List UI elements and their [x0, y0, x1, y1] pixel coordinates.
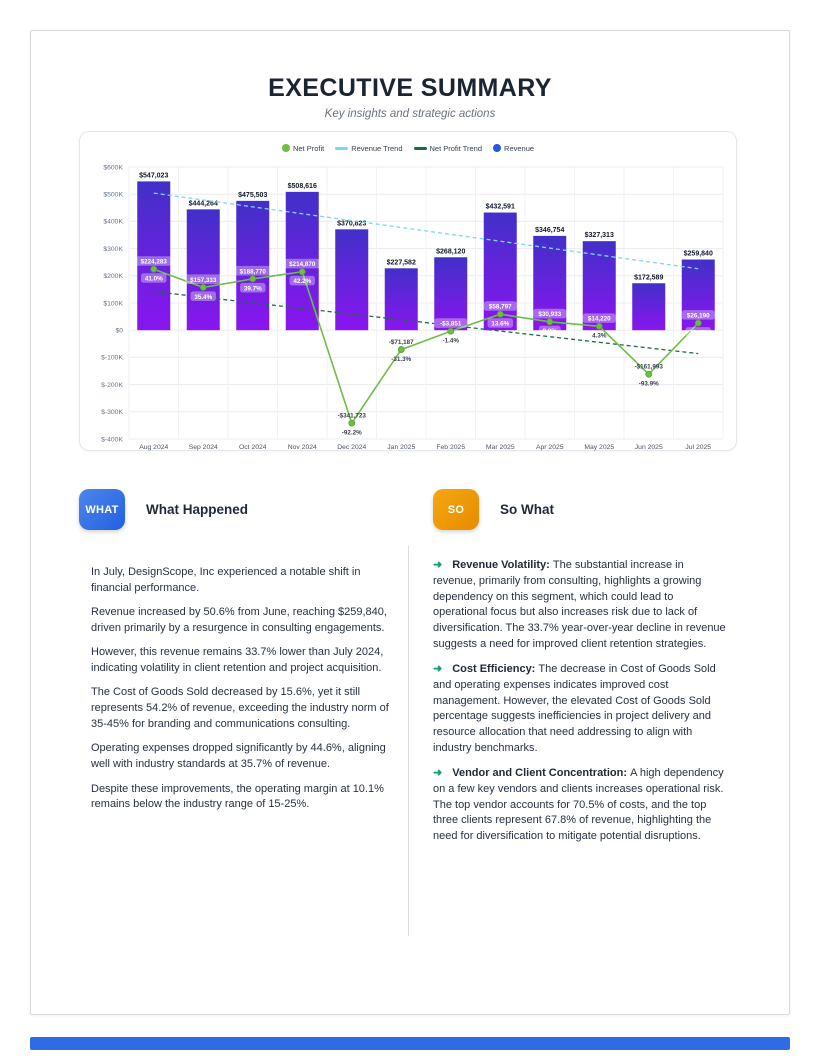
y-axis-tick: $500K [103, 191, 123, 199]
insight-bullet [433, 662, 729, 757]
net-profit-point [349, 420, 355, 426]
y-axis-tick: $300K [103, 245, 123, 253]
x-axis-label: Jul 2025 [685, 444, 712, 451]
y-axis-tick: $-300K [101, 409, 123, 417]
x-axis-label: Jun 2025 [634, 444, 663, 451]
x-axis-label: Nov 2024 [287, 444, 317, 451]
what-happened-section [79, 489, 397, 822]
x-axis-label: Jan 2025 [387, 444, 416, 451]
revenue-bar-label: $475,503 [238, 191, 268, 199]
y-axis-tick: $100K [103, 300, 123, 308]
summary-paragraph: In July, DesignScope, Inc experienced a notable shift in financial performance. [91, 566, 361, 594]
x-axis-label: Aug 2024 [139, 444, 169, 451]
legend-label: Net Profit Trend [429, 143, 483, 153]
x-axis-label: Sep 2024 [188, 444, 218, 451]
legend-item [414, 144, 483, 153]
summary-paragraph: Despite these improvements, the operating margin at 10.1% remains below the industry range of 15-25%. [91, 782, 384, 811]
revenue-bar [236, 201, 269, 330]
chart-legend [80, 141, 736, 155]
legend-dot-swatch [493, 144, 501, 152]
net-profit-point [398, 347, 404, 353]
x-axis-label: Mar 2025 [485, 444, 515, 451]
bullet-title: Vendor and Client Concentration: [452, 766, 631, 779]
net-profit-label: -$71,187 [388, 338, 414, 346]
revenue-bar [187, 209, 220, 330]
net-profit-label: 10.1% [689, 329, 708, 337]
net-profit-label: 39.7% [243, 285, 262, 293]
y-axis-tick: $400K [103, 218, 123, 226]
net-profit-label: -31.3% [391, 355, 412, 363]
net-profit-label: 8.9% [542, 328, 557, 336]
bullet-text: A high dependency on a few key vendors and clients increases operational risk. The top vendor accounts for 70.5% of costs, and the top three clients represent 67.8% of revenue, highlighting the need for diversification to mitigate potential disruptions. [433, 766, 724, 843]
bullet-title: Cost Efficiency: [452, 662, 539, 675]
page-title: EXECUTIVE SUMMARY [268, 74, 552, 102]
legend-label: Net Profit [292, 143, 325, 153]
what-happened-header [79, 489, 397, 530]
net-profit-label: $224,283 [140, 258, 167, 266]
so-what-heading: So What [500, 502, 554, 517]
insight-bullet [433, 766, 729, 845]
summary-paragraph: However, this revenue remains 33.7% lower than July 2024, indicating volatility in client retention and project acquisition. [91, 646, 384, 675]
net-profit-label: -1.4% [442, 337, 459, 345]
report-page [30, 30, 790, 1015]
summary-paragraph: Revenue increased by 50.6% from June, reaching $259,840, driven primarily by a resurgence in consulting engagements. [91, 606, 387, 634]
legend-line-swatch [414, 147, 427, 150]
revenue-bar-label: $172,589 [634, 274, 664, 282]
legend-item [335, 144, 402, 153]
net-profit-label: 42.2% [293, 278, 312, 286]
net-profit-label: $157,333 [190, 276, 217, 284]
net-profit-label: -92.2% [341, 429, 362, 437]
y-axis-tick: $-400K [101, 436, 123, 444]
x-axis-label: Feb 2025 [436, 444, 466, 451]
y-axis-tick: $600K [103, 164, 123, 172]
revenue-bar-label: $346,754 [535, 226, 565, 234]
net-profit-point [646, 371, 652, 377]
net-profit-point [200, 284, 206, 290]
so-what-header [433, 489, 735, 530]
x-axis-label: Dec 2024 [337, 444, 367, 451]
revenue-bar-label: $259,840 [683, 250, 713, 258]
net-profit-point [299, 269, 305, 275]
revenue-bar-label: $268,120 [436, 248, 466, 256]
x-axis-label: Oct 2024 [238, 444, 267, 451]
net-profit-label: $14,220 [587, 315, 611, 323]
legend-item [282, 144, 324, 153]
footer-accent-bar [30, 1037, 790, 1050]
revenue-bar [137, 181, 170, 330]
legend-item [493, 144, 534, 153]
summary-paragraph: The Cost of Goods Sold decreased by 15.6%, yet it still represents 54.2% of revenue, exceeding the industry norm of 35-45% for branding and communications consulting. [91, 686, 389, 731]
net-profit-point [497, 311, 503, 317]
net-profit-label: $26,190 [686, 312, 710, 320]
revenue-bar-label: $444,264 [188, 200, 218, 208]
arrow-icon: ➜ [433, 559, 443, 571]
what-badge: WHAT [79, 489, 125, 530]
legend-dot-swatch [282, 144, 290, 152]
what-heading: What Happened [146, 502, 249, 517]
y-axis-tick: $-200K [101, 381, 123, 389]
so-what-body [433, 558, 735, 845]
net-profit-label: $188,770 [239, 268, 266, 276]
arrow-icon: ➜ [433, 662, 443, 675]
net-profit-point [448, 328, 454, 334]
insight-bullet [433, 558, 729, 653]
y-axis-tick: $0 [115, 327, 123, 335]
net-profit-label: 35.4% [194, 293, 213, 301]
net-profit-label: $214,870 [289, 261, 316, 269]
what-happened-body [79, 565, 397, 813]
x-axis-label: Apr 2025 [535, 444, 564, 451]
revenue-bar-label: $547,023 [139, 172, 169, 180]
net-profit-label: 13.6% [491, 320, 510, 328]
so-badge: SO [433, 489, 479, 530]
report-header [31, 74, 789, 120]
net-profit-label: -$161,993 [634, 363, 663, 371]
y-axis-tick: $-100K [101, 354, 123, 362]
legend-label: Revenue [504, 143, 535, 153]
net-profit-label: $58,797 [488, 303, 512, 311]
revenue-bar-label: $432,591 [485, 203, 515, 211]
net-profit-point [151, 266, 157, 272]
bullet-text: The substantial increase in revenue, primarily from consulting, highlights a growing dependency on this segment, which could lead to operational focus but also increases risk due to lack of diversification. The 33.7% year-over-year decline in revenue suggests a need for improved client retention strategies. [433, 559, 726, 651]
arrow-icon: ➜ [433, 766, 443, 779]
net-profit-label: -$3,851 [440, 320, 462, 328]
net-profit-point [596, 323, 602, 329]
revenue-bar-label: $508,616 [287, 182, 317, 190]
net-profit-label: 41.0% [144, 275, 163, 283]
revenue-bar [632, 283, 665, 330]
revenue-bar-label: $370,823 [337, 220, 367, 228]
net-profit-label: 4.3% [592, 332, 607, 340]
revenue-bar-label: $327,313 [584, 232, 614, 240]
net-profit-point [695, 320, 701, 326]
x-axis-label: May 2025 [584, 444, 615, 451]
bullet-title: Revenue Volatility: [452, 559, 553, 571]
legend-label: Revenue Trend [351, 143, 403, 153]
net-profit-point [547, 319, 553, 325]
net-profit-label: -$341,723 [337, 412, 366, 420]
chart-svg [83, 155, 733, 451]
revenue-bar-label: $227,582 [386, 259, 416, 267]
so-what-section [433, 489, 735, 854]
y-axis-tick: $200K [103, 273, 123, 281]
legend-line-swatch [335, 147, 348, 150]
page-subtitle: Key insights and strategic actions [324, 108, 496, 120]
column-divider [408, 546, 409, 936]
summary-paragraph: Operating expenses dropped significantly by 44.6%, aligning well with industry standards at 35.7% of revenue. [91, 742, 386, 771]
net-profit-label: $30,933 [538, 311, 562, 319]
bullet-text: The decrease in Cost of Goods Sold and operating expenses indicates improved cost management. However, the elevated Cost of Goods Sold percentage suggests inefficiencies in project delivery and resource allocation that need addressing to align with industry benchmarks. [433, 662, 716, 755]
net-profit-point [250, 276, 256, 282]
net-profit-label: -93.9% [638, 380, 659, 388]
financial-chart-card [79, 131, 737, 451]
